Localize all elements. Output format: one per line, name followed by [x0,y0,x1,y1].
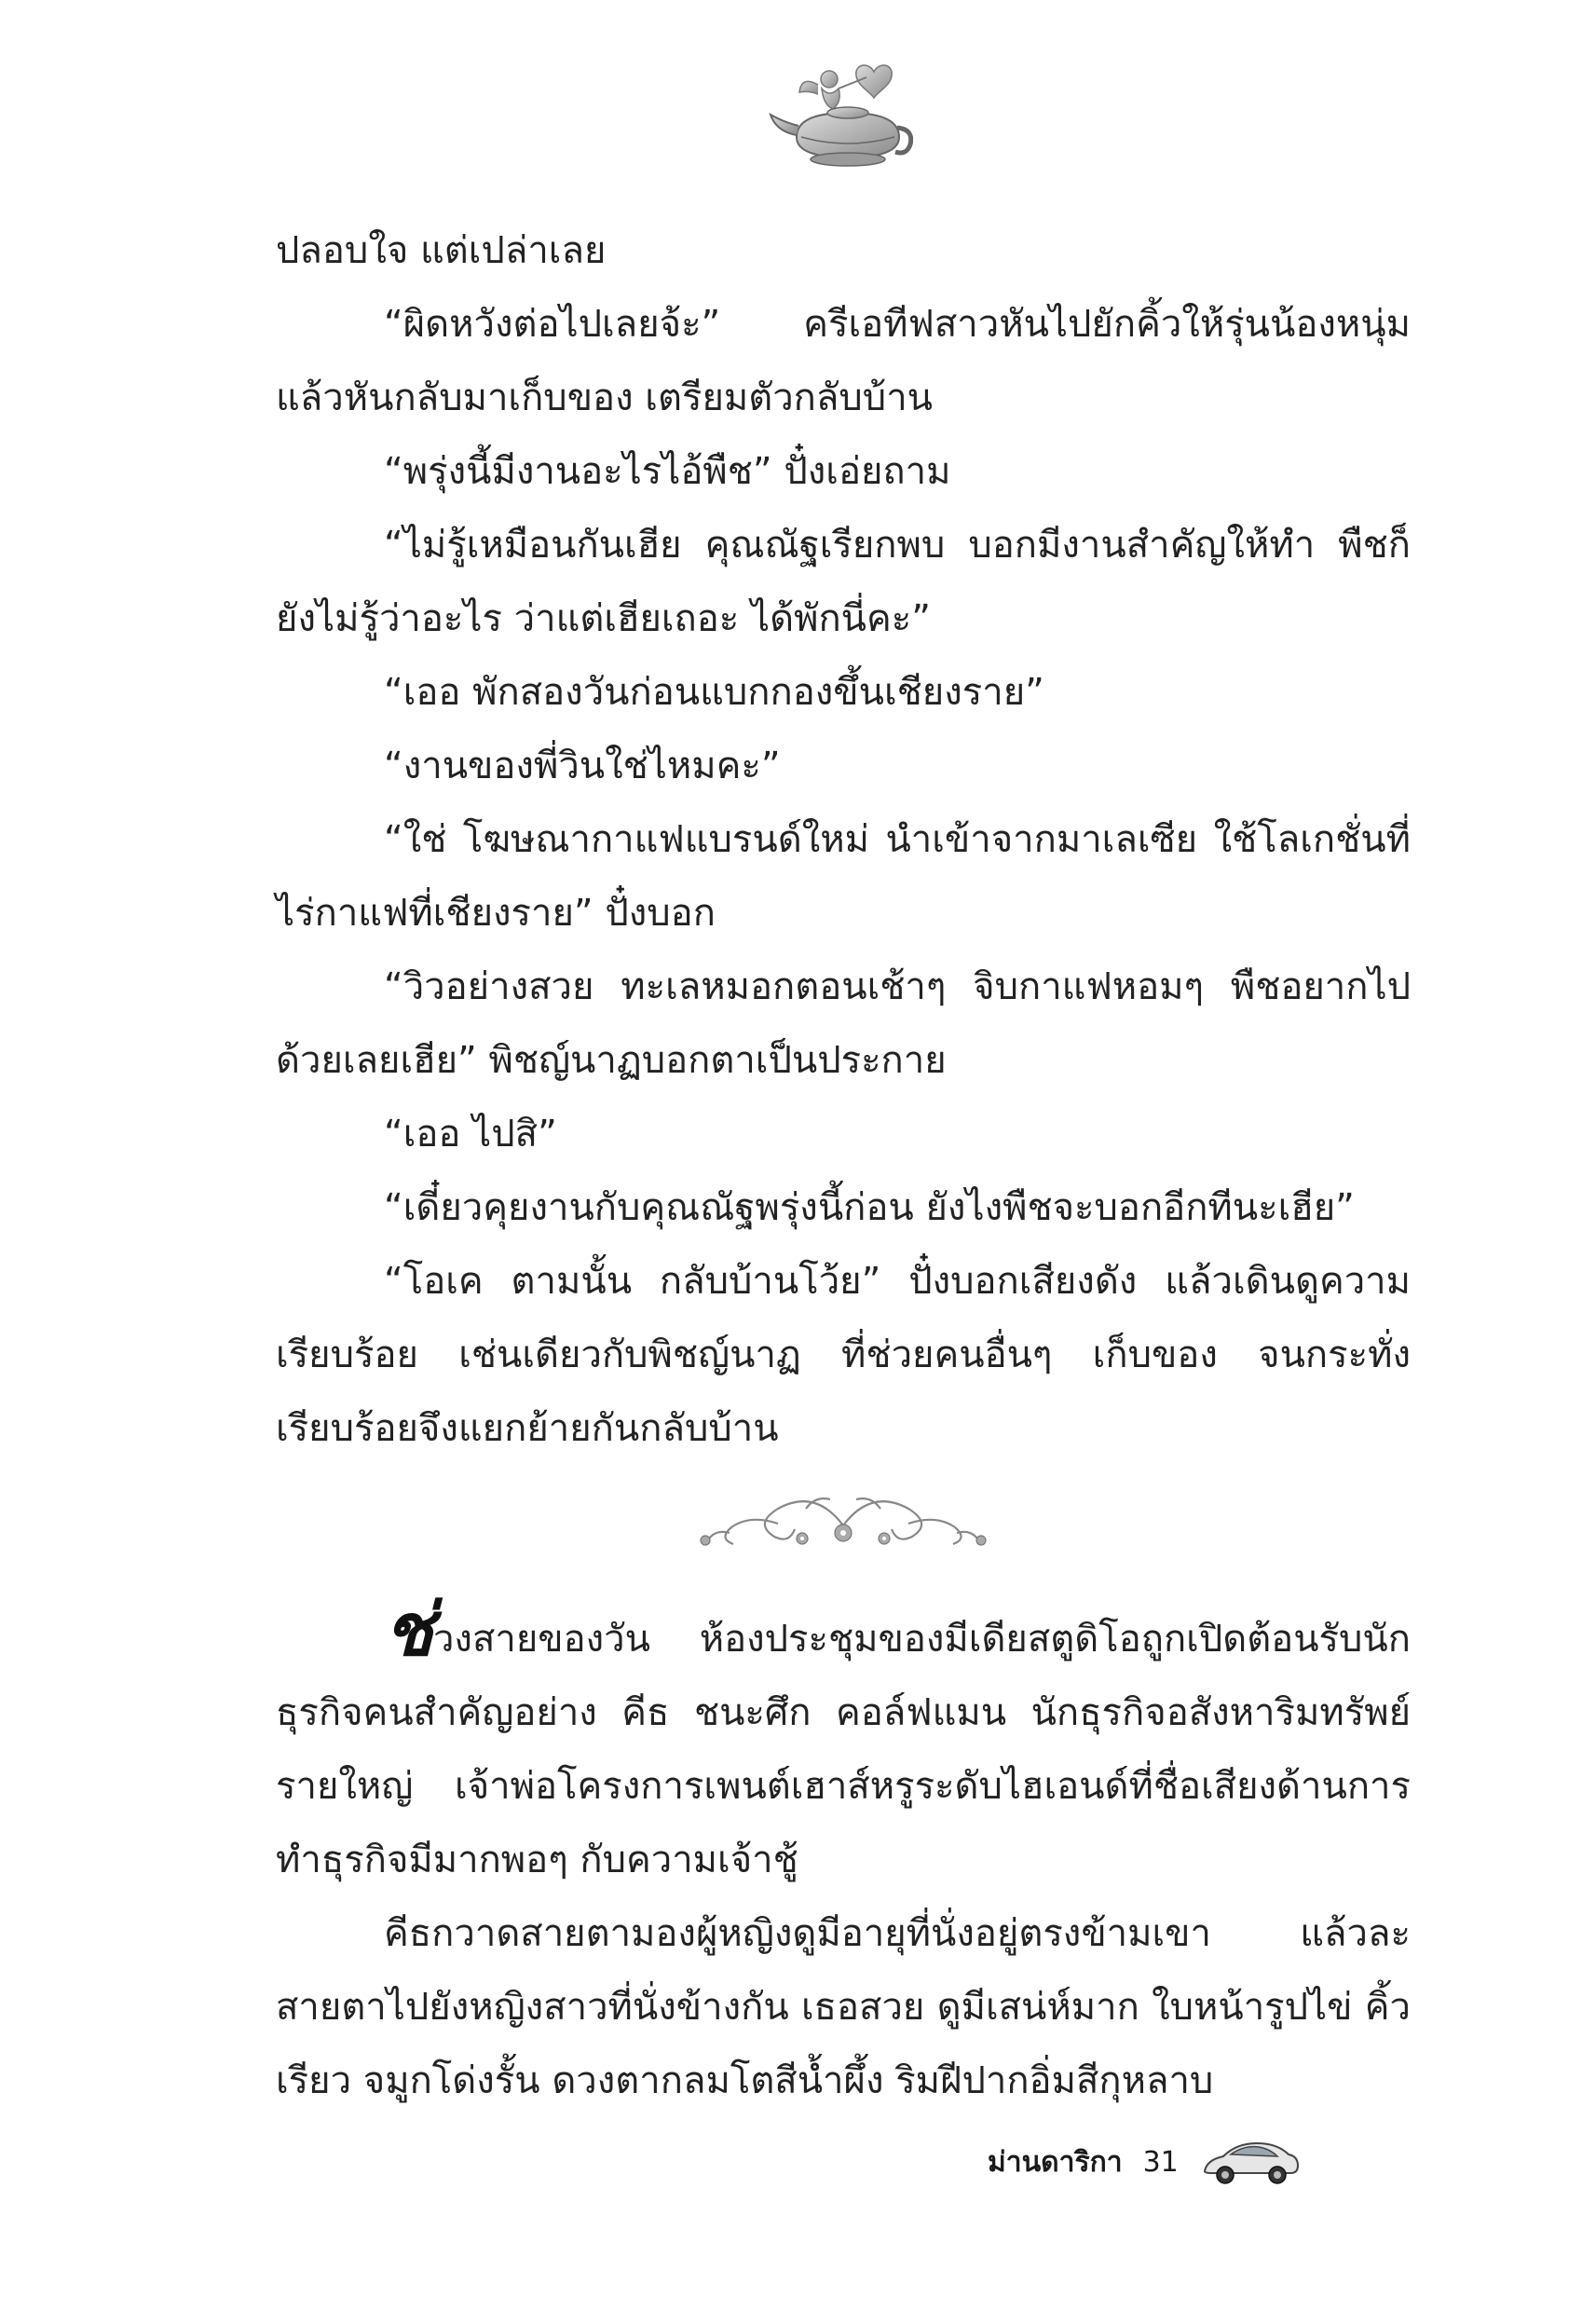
paragraph-4: “ไม่รู้เหมือนกันเฮีย คุณณัฐเรียกพบ บอกมีงานสำคัญให้ทำ พืชก็ยังไม่รู้ว่าอะไร ว่าแต่เฮียเถอะ ได้พักนี่คะ” [276,524,1411,640]
page-footer [988,2134,1302,2190]
narrative-block-2 [276,1588,1411,2118]
paragraph-8: “วิวอย่างสวย ทะเลหมอกตอนเช้าๆ จิบกาแฟหอมๆ พืชอยากไปด้วยเลยเฮีย” พิชญ์นาฏบอกตาเป็นประกาย [276,965,1411,1082]
opening-text: วงสายของวัน ห้องประชุมของมีเดียสตูดิโอถูกเปิดต้อนรับนักธุรกิจคนสำคัญอย่าง คีธ ชนะศึก คอล์ฟแมน นักธุรกิจอสังหาริมทรัพย์รายใหญ่ เจ้าพ่อโครงการเพนต์เฮาส์หรูระดับไฮเอนด์ที่ชื่อเสียงด้านการทำธุรกิจมีมากพอๆ กับความเจ้าชู้ [276,1618,1411,1881]
drop-cap: ช่ [384,1588,433,1673]
paragraph-13: คีธกวาดสายตามองผู้หญิงดูมีอายุที่นั่งอยู่ตรงข้ามเขา แล้วละสายตาไปยังหญิงสาวที่นั่งข้างกัน เธอสวย ดูมีเสน่ห์มาก ใบหน้ารูปไข่ คิ้วเรียว จมูกโด่งรั้น ดวงตากลมโตสีน้ำผึ้ง ริมฝีปากอิ่มสีกุหลาบ [276,1912,1411,2102]
paragraph-1: ปลอบใจ แต่เปล่าเลย [276,229,607,272]
paragraph-7: “ใช่ โฆษณากาแฟแบรนด์ใหม่ นำเข้าจากมาเลเซีย ใช้โลเกชั่นที่ไร่กาแฟที่เชียงราย” ปั๋งบอก [276,818,1411,935]
paragraph-6: “งานของพี่วินใช่ไหมคะ” [384,745,781,787]
paragraph-2: “ผิดหวังต่อไปเลยจ้ะ” ครีเอทีฟสาวหันไปยักคิ้วให้รุ่นน้องหนุ่ม แล้วหันกลับมาเก็บของ เตรียมตัวกลับบ้าน [276,303,1411,419]
paragraph-3: “พรุ่งนี้มีงานอะไรไอ้พืช” ปั๋งเอ่ยถาม [384,450,951,493]
sports-car-icon [1199,2134,1302,2190]
paragraph-5: “เออ พักสองวันก่อนแบกกองขึ้นเชียงราย” [384,671,1044,714]
paragraph-9: “เออ ไปสิ” [384,1113,557,1156]
paragraph-11: “โอเค ตามนั้น กลับบ้านโว้ย” ปั๋งบอกเสียงดัง แล้วเดินดูความเรียบร้อย เช่นเดียวกับพิชญ์นาฏ ที่ช่วยคนอื่นๆ เก็บของ จนกระทั่งเรียบร้อยจึงแยกย้ายกันกลับบ้าน [276,1260,1411,1450]
chapter-opening-paragraph [276,1588,1411,1897]
floral-swirl-divider-icon [685,1486,1002,1561]
page-number: 31 [1142,2145,1179,2179]
book-title: ม่านดาริกา [988,2145,1123,2179]
paragraph-10: “เดี๋ยวคุยงานกับคุณณัฐพรุ่งนี้ก่อน ยังไงพืชจะบอกอีกทีนะเฮีย” [384,1186,1355,1229]
narrative-block-1 [276,214,1411,1466]
teapot-cupid-ornament-icon [764,51,913,182]
